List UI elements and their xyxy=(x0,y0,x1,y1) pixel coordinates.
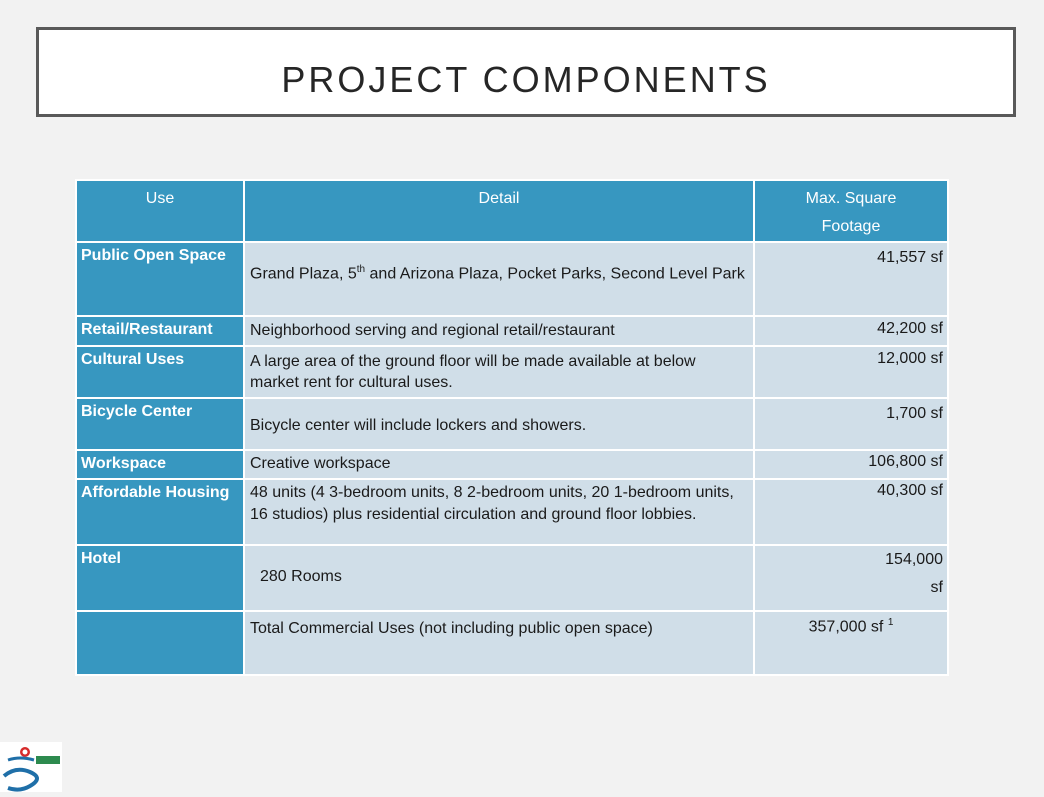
city-logo-icon xyxy=(0,742,62,792)
detail-cell: Grand Plaza, 5th and Arizona Plaza, Pocket Parks, Second Level Park xyxy=(244,242,754,316)
table-row xyxy=(76,242,948,316)
components-table xyxy=(75,179,949,676)
table-row xyxy=(76,316,948,346)
use-cell: Workspace xyxy=(76,450,244,479)
page-title: PROJECT COMPONENTS xyxy=(281,59,771,100)
table-row-total xyxy=(76,611,948,675)
sqft-cell: 357,000 sf $^1$ xyxy=(754,611,948,675)
use-cell: Bicycle Center xyxy=(76,398,244,450)
sqft-cell: 12,000 sf xyxy=(754,346,948,398)
header-detail: Detail xyxy=(244,180,754,242)
detail-cell: Total Commercial Uses (not including public open space) xyxy=(244,611,754,675)
sqft-cell: 40,300 sf xyxy=(754,479,948,545)
use-cell: Hotel xyxy=(76,545,244,611)
table-row xyxy=(76,346,948,398)
table-row xyxy=(76,545,948,611)
sqft-cell: 154,000 sf xyxy=(754,545,948,611)
header-use: Use xyxy=(76,180,244,242)
detail-cell: 280 Rooms xyxy=(244,545,754,611)
use-cell: Public Open Space xyxy=(76,242,244,316)
sqft-cell: 41,557 sf xyxy=(754,242,948,316)
use-cell: Affordable Housing xyxy=(76,479,244,545)
use-cell xyxy=(76,611,244,675)
table-row xyxy=(76,479,948,545)
sqft-cell: 42,200 sf xyxy=(754,316,948,346)
table-header-row xyxy=(76,180,948,242)
detail-cell: 48 units (4 3-bedroom units, 8 2-bedroom units, 20 1-bedroom units, 16 studios) plus residential circulation and ground floor lobbies. xyxy=(244,479,754,545)
header-sqft: Max. Square Footage xyxy=(754,180,948,242)
title-box xyxy=(36,27,1016,117)
detail-cell: Creative workspace xyxy=(244,450,754,479)
detail-cell: A large area of the ground floor will be made available at below market rent for cultural uses. xyxy=(244,346,754,398)
detail-cell: Bicycle center will include lockers and showers. xyxy=(244,398,754,450)
detail-cell: Neighborhood serving and regional retail/restaurant xyxy=(244,316,754,346)
use-cell: Retail/Restaurant xyxy=(76,316,244,346)
sqft-cell: 106,800 sf xyxy=(754,450,948,479)
table-row xyxy=(76,450,948,479)
sqft-cell: 1,700 sf xyxy=(754,398,948,450)
use-cell: Cultural Uses xyxy=(76,346,244,398)
table-row xyxy=(76,398,948,450)
